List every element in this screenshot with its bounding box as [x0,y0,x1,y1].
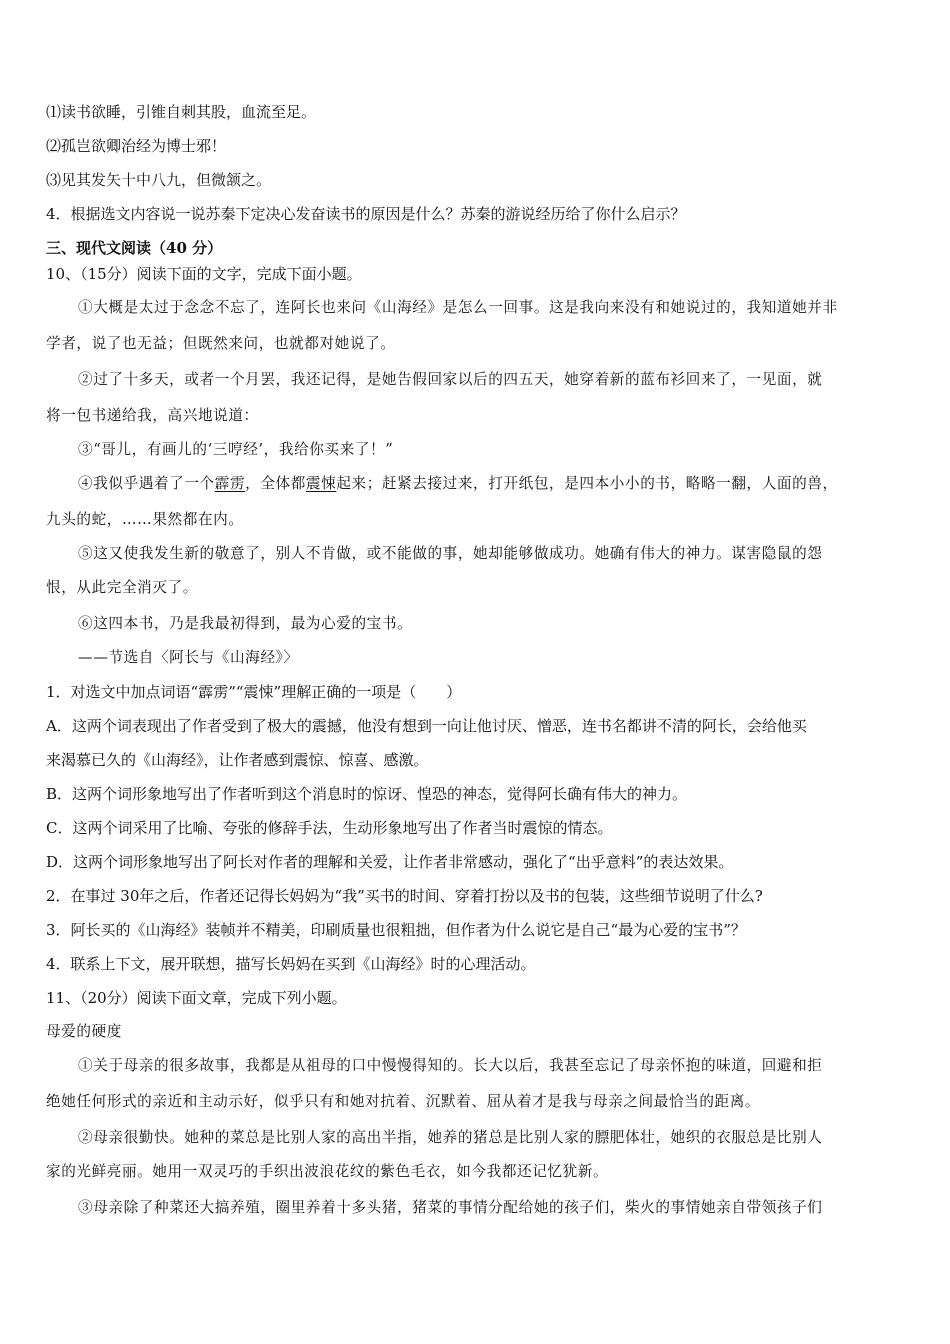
paragraph-line: 将一包书递给我，高兴地说道： [46,407,259,424]
question-line: 1．对选文中加点词语“霹雳”“震悚”理解正确的一项是（ ） [46,683,462,701]
question-line: 2．在事过 30年之后，作者还记得长妈妈为“我”买书的时间、穿着打扮以及书的包装，这些细节说明了什么? [46,887,763,905]
paragraph-line: 九头的蛇，……果然都在内。 [46,511,244,528]
paragraph-line: ③母亲除了种菜还大搞养殖，圈里养着十多头猪，猪菜的事情分配给她的孩子们，柴火的事情她亲自带领孩子们 [78,1199,823,1216]
option-line: 来渴慕已久的《山海经》，让作者感到震惊、惊喜、感激。 [46,751,429,769]
question-line: 3．阿长买的《山海经》装帧并不精美，印刷质量也很粗拙，但作者为什么说它是自己“最为心爱的宝书”？ [46,921,746,939]
paragraph-line: 家的光鲜亮丽。她用一双灵巧的手织出波浪花纹的紫色毛衣，如今我都还记忆犹新。 [46,1163,609,1180]
text-segment: ④我似乎遇着了一个 [78,475,215,492]
marked-word: 震悚 [305,475,337,492]
option-line: A．这两个词表现出了作者受到了极大的震撼，他没有想到一向让他讨厌、憎恶，连书名都讲不清的阿长，会给他买 [46,717,807,735]
paragraph-line: 绝她任何形式的亲近和主动示好，似乎只有和她对抗着、沉默着、屈从着才是我与母亲之间最恰当的距离。 [46,1093,761,1110]
paragraph-line: 恨，从此完全消灭了。 [46,579,198,596]
paragraph-line: 学者，说了也无益；但既然来问，也就都对她说了。 [46,335,396,352]
question-heading: 10、（15分）阅读下面的文字，完成下面小题。 [46,265,362,283]
paragraph-line: ①关于母亲的很多故事，我都是从祖母的口中慢慢得知的。长大以后，我甚至忘记了母亲怀抱的味道，回避和拒 [78,1057,823,1074]
marked-word: 霹雳 [214,475,246,492]
text-segment: 起来；赶紧去接过来，打开纸包，是四本小小的书，略略一翻，人面的兽， [336,475,838,492]
paragraph-line: ②过了十多天，或者一个月罢，我还记得，是她告假回家以后的四五天，她穿着新的蓝布衫回来了，一见面，就 [78,371,823,388]
text-line: ⑴读书欲睡，引锥自刺其股，血流至足。 [46,103,317,121]
question-heading: 11、（20分）阅读下面文章，完成下列小题。 [46,989,347,1007]
source-line: ——节选自〈阿长与《山海经》〉 [78,649,299,666]
paragraph-line: ⑥这四本书，乃是我最初得到，最为心爱的宝书。 [78,615,413,632]
text-line: ⑶见其发矢十中八九，但微颔之。 [46,171,272,189]
paragraph-line: ②母亲很勤快。她种的菜总是比别人家的高出半指，她养的猪总是比别人家的膘肥体壮，她织的衣服总是比别人 [78,1129,823,1146]
paragraph-line: ③“哥儿，有画儿的‘三哼经’，我给你买来了！” [78,441,394,458]
question-line: 4．根据选文内容说一说苏秦下定决心发奋读书的原因是什么？苏秦的游说经历给了你什么启示？ [46,205,686,223]
option-line: D．这两个词形象地写出了阿长对作者的理解和关爱，让作者非常感动，强化了“出乎意料”的表达效果。 [46,853,734,871]
text-segment: ，全体都 [245,475,306,492]
option-line: C．这两个词采用了比喻、夸张的修辞手法，生动形象地写出了作者当时震惊的情态。 [46,819,613,837]
paragraph-line [78,474,920,494]
paragraph-line: ①大概是太过于念念不忘了，连阿长也来问《山海经》是怎么一回事。这是我向来没有和她说过的，我知道她并非 [78,299,838,316]
section-heading: 三、现代文阅读（40 分） [46,239,223,257]
article-title: 母爱的硬度 [46,1023,122,1040]
text-line: ⑵孤岂欲卿治经为博士邪！ [46,137,227,155]
question-line: 4．联系上下文，展开联想，描写长妈妈在买到《山海经》时的心理活动。 [46,955,536,973]
paragraph-line: ⑤这又使我发生新的敬意了，别人不肯做，或不能做的事，她却能够做成功。她确有伟大的神力。谋害隐鼠的怨 [78,545,823,562]
option-line: B．这两个词形象地写出了作者听到这个消息时的惊讶、惶恐的神态，觉得阿长确有伟大的神力。 [46,785,688,803]
